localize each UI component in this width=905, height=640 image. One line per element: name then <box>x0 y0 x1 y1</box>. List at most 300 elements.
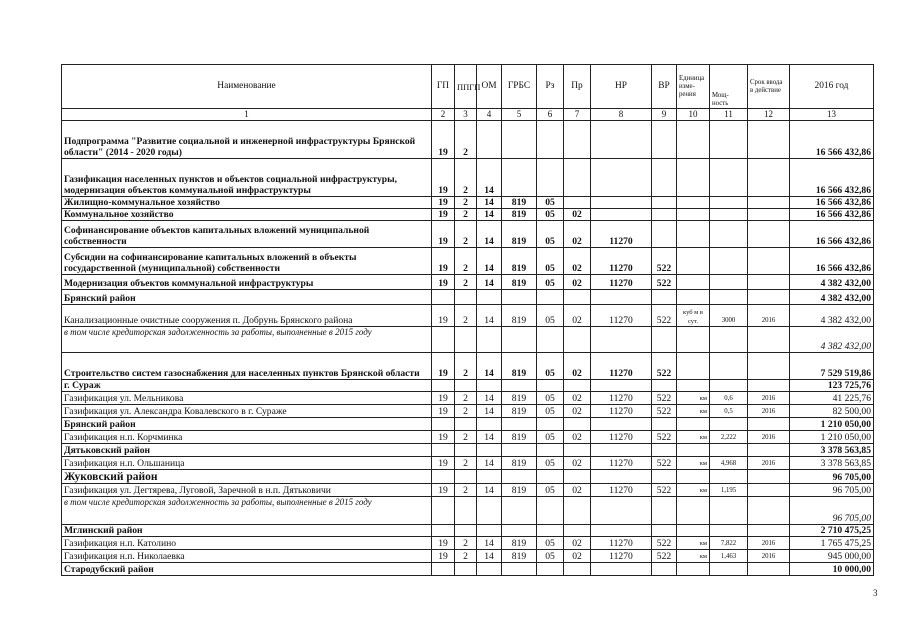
cell-pr: 02 <box>564 221 591 248</box>
cell-nr: 11270 <box>591 431 652 444</box>
cell-term <box>748 470 790 484</box>
cell-grbs <box>502 525 537 537</box>
cell-unit: км <box>677 550 710 563</box>
cell-amount: 16 566 432,86 <box>790 121 874 159</box>
cell-nr: 11270 <box>591 537 652 550</box>
cell-unit: км <box>677 484 710 497</box>
cell-nr <box>591 197 652 209</box>
cell-om <box>477 525 502 537</box>
cell-amount: 945 000,00 <box>790 550 874 563</box>
cell-om <box>477 380 502 392</box>
cell-power: 0,5 <box>710 405 748 418</box>
cell-nr: 11270 <box>591 305 652 327</box>
cell-pr: 02 <box>564 405 591 418</box>
cell-name: Дятьковский район <box>62 444 432 457</box>
cell-pr: 02 <box>564 457 591 470</box>
cell-vr <box>652 418 677 431</box>
header-power: Мощ-ность <box>710 65 748 109</box>
cell-term <box>748 197 790 209</box>
col-num: 10 <box>677 109 710 121</box>
table-row <box>62 327 874 353</box>
cell-om: 14 <box>477 159 502 197</box>
cell-gp: 19 <box>432 275 455 290</box>
cell-amount: 96 705,00 <box>790 470 874 484</box>
cell-nr: 11270 <box>591 353 652 380</box>
cell-term <box>748 275 790 290</box>
cell-gp <box>432 563 455 576</box>
cell-power <box>710 470 748 484</box>
table-row <box>62 444 874 457</box>
cell-gp <box>432 418 455 431</box>
cell-name: Брянский район <box>62 290 432 305</box>
table-row <box>62 484 874 497</box>
cell-amount: 3 378 563,85 <box>790 457 874 470</box>
cell-gp: 19 <box>432 305 455 327</box>
cell-gp <box>432 327 455 353</box>
cell-grbs: 819 <box>502 392 537 405</box>
cell-ppgp: 2 <box>455 121 477 159</box>
cell-power: 1,463 <box>710 550 748 563</box>
cell-pr: 02 <box>564 484 591 497</box>
cell-gp <box>432 497 455 525</box>
cell-term: 2016 <box>748 405 790 418</box>
cell-name: Стародубский район <box>62 563 432 576</box>
cell-term <box>748 418 790 431</box>
cell-rz: 05 <box>537 209 564 221</box>
header-row <box>62 65 874 109</box>
cell-gp: 19 <box>432 248 455 275</box>
cell-term: 2016 <box>748 550 790 563</box>
cell-ppgp: 2 <box>455 248 477 275</box>
cell-name: Газификация ул. Мельникова <box>62 392 432 405</box>
cell-gp <box>432 290 455 305</box>
cell-ppgp <box>455 563 477 576</box>
cell-term <box>748 444 790 457</box>
cell-amount: 7 529 519,86 <box>790 353 874 380</box>
cell-rz: 05 <box>537 248 564 275</box>
cell-amount: 16 566 432,86 <box>790 221 874 248</box>
cell-ppgp: 2 <box>455 197 477 209</box>
cell-unit <box>677 290 710 305</box>
col-num: 7 <box>564 109 591 121</box>
cell-vr <box>652 209 677 221</box>
cell-pr <box>564 418 591 431</box>
cell-ppgp: 2 <box>455 550 477 563</box>
cell-rz: 05 <box>537 457 564 470</box>
table-row <box>62 470 874 484</box>
cell-vr <box>652 563 677 576</box>
cell-power <box>710 380 748 392</box>
cell-grbs: 819 <box>502 457 537 470</box>
cell-power <box>710 197 748 209</box>
col-num: 3 <box>455 109 477 121</box>
cell-grbs: 819 <box>502 197 537 209</box>
cell-vr <box>652 121 677 159</box>
cell-pr <box>564 497 591 525</box>
cell-om <box>477 327 502 353</box>
cell-grbs <box>502 418 537 431</box>
cell-name: Канализационные очистные сооружения п. Добрунь Брянского района <box>62 305 432 327</box>
cell-unit <box>677 197 710 209</box>
cell-nr: 11270 <box>591 248 652 275</box>
cell-pr <box>564 197 591 209</box>
cell-name: Жуковский район <box>62 470 432 484</box>
table-row <box>62 405 874 418</box>
cell-vr: 522 <box>652 248 677 275</box>
cell-om <box>477 121 502 159</box>
table-row <box>62 563 874 576</box>
cell-pr: 02 <box>564 209 591 221</box>
header-year: 2016 год <box>790 65 874 109</box>
cell-grbs: 819 <box>502 305 537 327</box>
cell-pr: 02 <box>564 248 591 275</box>
cell-pr <box>564 444 591 457</box>
cell-grbs <box>502 290 537 305</box>
cell-power: 4,968 <box>710 457 748 470</box>
cell-term <box>748 209 790 221</box>
cell-gp: 19 <box>432 392 455 405</box>
cell-power <box>710 563 748 576</box>
cell-om: 14 <box>477 550 502 563</box>
cell-rz: 05 <box>537 353 564 380</box>
cell-amount: 96 705,00 <box>790 497 874 525</box>
cell-name: Газификация н.п. Католино <box>62 537 432 550</box>
cell-pr: 02 <box>564 353 591 380</box>
cell-nr <box>591 444 652 457</box>
cell-power: 0,6 <box>710 392 748 405</box>
cell-power: 7,822 <box>710 537 748 550</box>
cell-grbs: 819 <box>502 248 537 275</box>
cell-term: 2016 <box>748 305 790 327</box>
cell-vr: 522 <box>652 457 677 470</box>
cell-term <box>748 380 790 392</box>
cell-rz: 05 <box>537 275 564 290</box>
cell-om <box>477 290 502 305</box>
cell-grbs: 819 <box>502 405 537 418</box>
cell-unit <box>677 221 710 248</box>
cell-om: 14 <box>477 221 502 248</box>
cell-om <box>477 418 502 431</box>
cell-nr <box>591 497 652 525</box>
cell-term <box>748 290 790 305</box>
cell-vr <box>652 221 677 248</box>
cell-name: Брянский район <box>62 418 432 431</box>
cell-name: Газификация ул. Дегтярева, Луговой, Заречной в н.п. Дятьковичи <box>62 484 432 497</box>
table-row <box>62 353 874 380</box>
cell-pr: 02 <box>564 392 591 405</box>
cell-om: 14 <box>477 248 502 275</box>
cell-vr: 522 <box>652 550 677 563</box>
cell-amount: 4 382 432,00 <box>790 290 874 305</box>
cell-name: Газификация н.п. Ольшаница <box>62 457 432 470</box>
table-row <box>62 497 874 525</box>
cell-power <box>710 497 748 525</box>
cell-unit: куб м в сут. <box>677 305 710 327</box>
header-ppgp: ППГП <box>455 65 477 109</box>
cell-vr: 522 <box>652 353 677 380</box>
cell-gp: 19 <box>432 484 455 497</box>
cell-om: 14 <box>477 431 502 444</box>
cell-nr <box>591 209 652 221</box>
cell-amount: 1 210 050,00 <box>790 431 874 444</box>
cell-gp <box>432 444 455 457</box>
cell-rz: 05 <box>537 537 564 550</box>
table-row <box>62 431 874 444</box>
cell-power: 1,195 <box>710 484 748 497</box>
cell-name: Строительство систем газоснабжения для населенных пунктов Брянской области <box>62 353 432 380</box>
cell-term: 2016 <box>748 457 790 470</box>
cell-rz <box>537 290 564 305</box>
cell-vr: 522 <box>652 431 677 444</box>
cell-vr <box>652 327 677 353</box>
cell-om: 14 <box>477 305 502 327</box>
cell-ppgp: 2 <box>455 275 477 290</box>
cell-nr: 11270 <box>591 275 652 290</box>
cell-name: г. Сураж <box>62 380 432 392</box>
cell-vr <box>652 525 677 537</box>
col-num: 5 <box>502 109 537 121</box>
cell-ppgp: 2 <box>455 221 477 248</box>
cell-grbs <box>502 121 537 159</box>
cell-term <box>748 327 790 353</box>
cell-grbs <box>502 327 537 353</box>
table-row <box>62 290 874 305</box>
table-row <box>62 275 874 290</box>
cell-name: в том числе кредиторская задолженность за работы, выполненные в 2015 году <box>62 327 432 353</box>
cell-amount: 82 500,00 <box>790 405 874 418</box>
col-num: 4 <box>477 109 502 121</box>
cell-unit: км <box>677 405 710 418</box>
cell-rz: 05 <box>537 550 564 563</box>
cell-nr: 11270 <box>591 392 652 405</box>
cell-rz: 05 <box>537 197 564 209</box>
cell-amount: 4 382 432,00 <box>790 327 874 353</box>
cell-nr <box>591 290 652 305</box>
cell-ppgp <box>455 497 477 525</box>
cell-unit <box>677 275 710 290</box>
cell-amount: 123 725,76 <box>790 380 874 392</box>
cell-pr: 02 <box>564 550 591 563</box>
cell-power <box>710 248 748 275</box>
cell-term: 2016 <box>748 431 790 444</box>
cell-nr <box>591 470 652 484</box>
table-row <box>62 525 874 537</box>
header-rz: Рз <box>537 65 564 109</box>
col-num: 8 <box>591 109 652 121</box>
cell-om: 14 <box>477 197 502 209</box>
cell-om: 14 <box>477 457 502 470</box>
cell-pr <box>564 563 591 576</box>
cell-nr: 11270 <box>591 221 652 248</box>
cell-om: 14 <box>477 275 502 290</box>
cell-pr: 02 <box>564 431 591 444</box>
cell-nr <box>591 380 652 392</box>
cell-nr <box>591 121 652 159</box>
cell-amount: 16 566 432,86 <box>790 248 874 275</box>
cell-name: Газификация н.п. Николаевка <box>62 550 432 563</box>
cell-grbs: 819 <box>502 537 537 550</box>
cell-pr <box>564 159 591 197</box>
cell-ppgp <box>455 525 477 537</box>
cell-pr <box>564 327 591 353</box>
cell-rz <box>537 327 564 353</box>
cell-om: 14 <box>477 392 502 405</box>
cell-amount: 16 566 432,86 <box>790 209 874 221</box>
cell-term: 2016 <box>748 392 790 405</box>
cell-om: 14 <box>477 209 502 221</box>
cell-power: 2,222 <box>710 431 748 444</box>
cell-gp <box>432 525 455 537</box>
cell-nr <box>591 563 652 576</box>
header-vr: ВР <box>652 65 677 109</box>
cell-name: Газификация населенных пунктов и объектов социальной инфраструктуры, модернизация объектов коммунальной инфраструктуры <box>62 159 432 197</box>
cell-unit <box>677 444 710 457</box>
cell-rz: 05 <box>537 405 564 418</box>
cell-nr: 11270 <box>591 484 652 497</box>
cell-term <box>748 525 790 537</box>
cell-name: Коммунальное хозяйство <box>62 209 432 221</box>
cell-grbs <box>502 380 537 392</box>
cell-grbs <box>502 470 537 484</box>
cell-vr: 522 <box>652 484 677 497</box>
cell-amount: 16 566 432,86 <box>790 159 874 197</box>
cell-vr <box>652 497 677 525</box>
cell-power <box>710 290 748 305</box>
cell-unit: км <box>677 537 710 550</box>
cell-unit: км <box>677 457 710 470</box>
col-num: 11 <box>710 109 748 121</box>
cell-nr <box>591 327 652 353</box>
cell-amount: 41 225,76 <box>790 392 874 405</box>
cell-amount: 16 566 432,86 <box>790 197 874 209</box>
cell-unit <box>677 121 710 159</box>
cell-pr <box>564 290 591 305</box>
cell-gp: 19 <box>432 353 455 380</box>
cell-term <box>748 497 790 525</box>
cell-unit <box>677 380 710 392</box>
cell-rz <box>537 380 564 392</box>
cell-pr: 02 <box>564 305 591 327</box>
cell-name: Субсидии на софинансирование капитальных вложений в объекты государственной (муниципальной) собственности <box>62 248 432 275</box>
budget-table <box>61 64 874 576</box>
cell-vr <box>652 380 677 392</box>
cell-vr: 522 <box>652 305 677 327</box>
cell-om: 14 <box>477 537 502 550</box>
cell-grbs: 819 <box>502 275 537 290</box>
cell-ppgp: 2 <box>455 457 477 470</box>
cell-vr: 522 <box>652 392 677 405</box>
cell-rz <box>537 563 564 576</box>
cell-power <box>710 121 748 159</box>
cell-amount: 3 378 563,85 <box>790 444 874 457</box>
cell-gp: 19 <box>432 197 455 209</box>
cell-power <box>710 221 748 248</box>
cell-name: Газификация ул. Александра Ковалевского в г. Сураже <box>62 405 432 418</box>
cell-pr <box>564 121 591 159</box>
cell-unit <box>677 497 710 525</box>
table-row <box>62 418 874 431</box>
cell-rz: 05 <box>537 431 564 444</box>
cell-unit <box>677 470 710 484</box>
cell-unit <box>677 209 710 221</box>
cell-pr: 02 <box>564 275 591 290</box>
cell-amount: 10 000,00 <box>790 563 874 576</box>
cell-ppgp: 2 <box>455 305 477 327</box>
cell-name: Газификация н.п. Корчминка <box>62 431 432 444</box>
cell-vr: 522 <box>652 405 677 418</box>
cell-ppgp: 2 <box>455 159 477 197</box>
cell-nr: 11270 <box>591 550 652 563</box>
cell-unit <box>677 563 710 576</box>
table-row <box>62 248 874 275</box>
cell-name: Софинансирование объектов капитальных вложений муниципальной собственности <box>62 221 432 248</box>
cell-ppgp <box>455 380 477 392</box>
page-number: 3 <box>873 588 878 598</box>
cell-pr: 02 <box>564 537 591 550</box>
col-num: 13 <box>790 109 874 121</box>
cell-power: 3000 <box>710 305 748 327</box>
cell-grbs: 819 <box>502 484 537 497</box>
cell-om <box>477 470 502 484</box>
cell-power <box>710 418 748 431</box>
cell-name: Жилищно-коммунальное хозяйство <box>62 197 432 209</box>
col-num: 9 <box>652 109 677 121</box>
cell-ppgp <box>455 444 477 457</box>
cell-name: в том числе кредиторская задолженность за работы, выполненные в 2015 году <box>62 497 432 525</box>
cell-vr: 522 <box>652 537 677 550</box>
cell-om: 14 <box>477 353 502 380</box>
cell-grbs <box>502 159 537 197</box>
cell-vr <box>652 197 677 209</box>
cell-term <box>748 159 790 197</box>
cell-gp: 19 <box>432 550 455 563</box>
cell-ppgp <box>455 470 477 484</box>
cell-gp: 19 <box>432 537 455 550</box>
cell-nr <box>591 159 652 197</box>
cell-ppgp: 2 <box>455 405 477 418</box>
cell-term: 2016 <box>748 537 790 550</box>
header-nr: НР <box>591 65 652 109</box>
cell-grbs: 819 <box>502 209 537 221</box>
cell-power <box>710 327 748 353</box>
cell-rz: 05 <box>537 221 564 248</box>
cell-ppgp <box>455 327 477 353</box>
cell-ppgp <box>455 418 477 431</box>
cell-rz <box>537 159 564 197</box>
header-grbs: ГРБС <box>502 65 537 109</box>
cell-name: Мглинский район <box>62 525 432 537</box>
cell-power <box>710 209 748 221</box>
cell-gp <box>432 380 455 392</box>
cell-power <box>710 353 748 380</box>
cell-grbs <box>502 497 537 525</box>
cell-power <box>710 159 748 197</box>
cell-gp <box>432 470 455 484</box>
cell-grbs <box>502 563 537 576</box>
header-name: Наименование <box>62 65 432 109</box>
cell-vr: 522 <box>652 275 677 290</box>
table-row <box>62 159 874 197</box>
cell-ppgp: 2 <box>455 392 477 405</box>
cell-vr <box>652 290 677 305</box>
cell-power <box>710 444 748 457</box>
cell-pr <box>564 470 591 484</box>
cell-om <box>477 563 502 576</box>
cell-unit: км <box>677 392 710 405</box>
cell-gp: 19 <box>432 121 455 159</box>
cell-unit <box>677 418 710 431</box>
cell-nr: 11270 <box>591 405 652 418</box>
